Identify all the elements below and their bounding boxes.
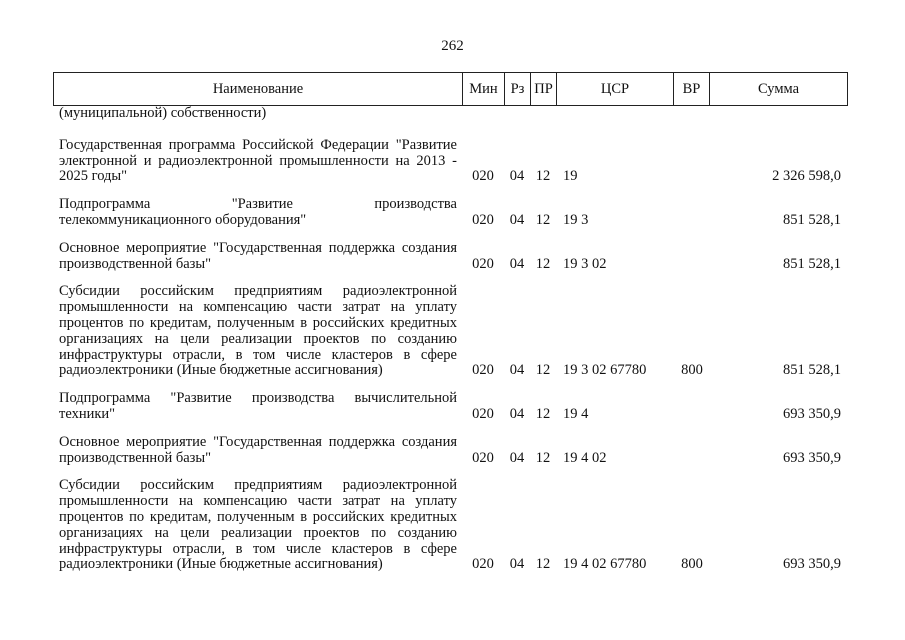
row-csr: 19 4 02 (563, 449, 607, 466)
header-rz: Рз (505, 73, 531, 106)
row-csr: 19 3 (563, 211, 589, 228)
row-min: 020 (472, 449, 494, 466)
row-sum: 2 326 598,0 (772, 168, 841, 185)
row-pr: 12 (535, 255, 551, 272)
header-vr: ВР (674, 73, 710, 106)
row-csr: 19 (563, 168, 578, 185)
page-number: 262 (441, 38, 464, 54)
row-csr: 19 4 02 67780 (563, 556, 647, 573)
row-rz: 04 (509, 168, 525, 185)
header-name: Наименование (54, 73, 463, 106)
row-sum: 851 528,1 (783, 211, 841, 228)
row-rz: 04 (509, 362, 525, 379)
table-row (53, 389, 847, 423)
table-row (53, 239, 847, 273)
row-pr: 12 (535, 362, 551, 379)
table-row (53, 195, 847, 229)
row-min: 020 (472, 255, 494, 272)
row-name: Подпрограмма "Развитие производства вычислительной техники" (59, 390, 457, 422)
row-min: 020 (472, 362, 494, 379)
row-name: Субсидии российским предприятиям радиоэлектронной промышленности на компенсацию части затрат на уплату процентов по кредитам, полученным в российских кредитных организациях на цели реализации проектов по созданию инфраструктуры отрасли, в том числе кластеров в сфере радиоэлектроники (Иные бюджетные ассигнования) (59, 477, 457, 573)
row-min: 020 (472, 405, 494, 422)
row-name: Основное мероприятие "Государственная поддержка создания производственной базы" (59, 433, 457, 466)
header-pr: ПР (531, 73, 557, 106)
row-name: (муниципальной) собственности) (59, 105, 267, 121)
row-csr: 19 3 02 (563, 255, 607, 272)
row-sum: 693 350,9 (783, 556, 841, 573)
row-sum: 851 528,1 (783, 255, 841, 272)
header-min: Мин (463, 73, 505, 106)
row-pr: 12 (535, 556, 551, 573)
row-rz: 04 (509, 405, 525, 422)
header-sum: Сумма (710, 73, 848, 106)
row-name: Субсидии российским предприятиям радиоэлектронной промышленности на компенсацию части затрат на уплату процентов по кредитам, полученным в российских кредитных организациях на цели реализации проектов по созданию инфраструктуры отрасли, в том числе кластеров в сфере радиоэлектроники (Иные бюджетные ассигнования) (59, 283, 457, 379)
row-name: Подпрограмма "Развитие производства телекоммуникационного оборудования" (59, 196, 457, 228)
row-min: 020 (472, 556, 494, 573)
row-rz: 04 (509, 449, 525, 466)
row-sum: 693 350,9 (783, 449, 841, 466)
row-rz: 04 (509, 211, 525, 228)
table-row (53, 136, 847, 185)
row-rz: 04 (509, 556, 525, 573)
row-rz: 04 (509, 255, 525, 272)
row-name: Государственная программа Российской Федерации "Развитие электронной и радиоэлектронной промышленности на 2013 - 2025 годы" (59, 136, 457, 185)
table-body (53, 106, 847, 573)
table-header (53, 72, 848, 106)
row-pr: 12 (535, 405, 551, 422)
row-min: 020 (472, 211, 494, 228)
row-csr: 19 4 (563, 405, 589, 422)
row-min: 020 (472, 168, 494, 185)
table-row (53, 476, 847, 573)
table-row (53, 282, 847, 379)
row-vr: 800 (681, 556, 703, 573)
header-csr: ЦСР (557, 73, 674, 106)
row-pr: 12 (535, 449, 551, 466)
row-pr: 12 (535, 168, 551, 185)
row-pr: 12 (535, 211, 551, 228)
table-row (53, 433, 847, 467)
row-vr: 800 (681, 362, 703, 379)
table-row (53, 106, 847, 122)
row-name: Основное мероприятие "Государственная поддержка создания производственной базы" (59, 239, 457, 272)
row-sum: 851 528,1 (783, 362, 841, 379)
row-sum: 693 350,9 (783, 405, 841, 422)
row-csr: 19 3 02 67780 (563, 362, 647, 379)
